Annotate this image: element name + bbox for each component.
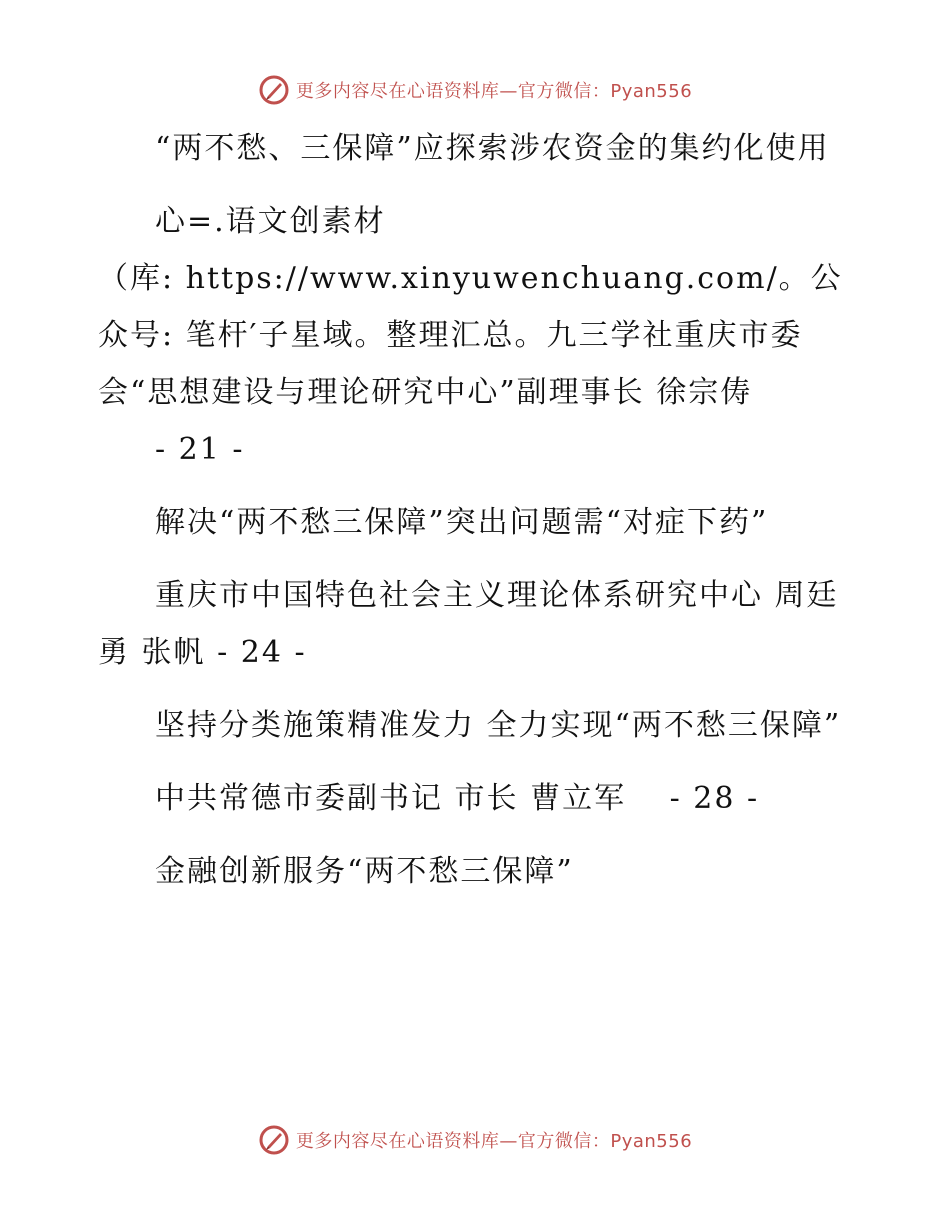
header-watermark <box>0 70 950 110</box>
pen-logo-icon <box>258 1124 290 1156</box>
author-line-2: 重庆市中国特色社会主义理论体系研究中心 周廷勇 张帆 - 24 - <box>98 578 839 670</box>
footer-watermark <box>0 1120 950 1160</box>
author-line-3: 中共常德市委副书记 市长 曹立军 - 28 - <box>155 781 760 816</box>
source-detail-line: （库: https://www.xinyuwenchuang.com/。公众号: 笔杆′子星域。整理汇总。九三学社重庆市委会“思想建设与理论研究中心”副理事长 徐宗俦 <box>98 261 843 410</box>
heading-line-1: “两不愁、三保障”应探索涉农资金的集约化使用 <box>155 131 830 166</box>
watermark-text: 更多内容尽在心语资料库—官方微信：Pyan556 <box>295 81 693 102</box>
heading-line-3: 坚持分类施策精准发力 全力实现“两不愁三保障” <box>155 708 842 743</box>
pen-logo-icon <box>258 74 290 106</box>
watermark-text: 更多内容尽在心语资料库—官方微信：Pyan556 <box>295 1131 693 1152</box>
document-body <box>98 120 858 900</box>
heading-line-2: 解决“两不愁三保障”突出问题需“对症下药” <box>155 505 769 540</box>
page-number-21: - 21 - <box>155 432 245 467</box>
heading-line-4: 金融创新服务“两不愁三保障” <box>155 854 574 889</box>
source-line: 心=.语文创素材 <box>155 204 386 239</box>
